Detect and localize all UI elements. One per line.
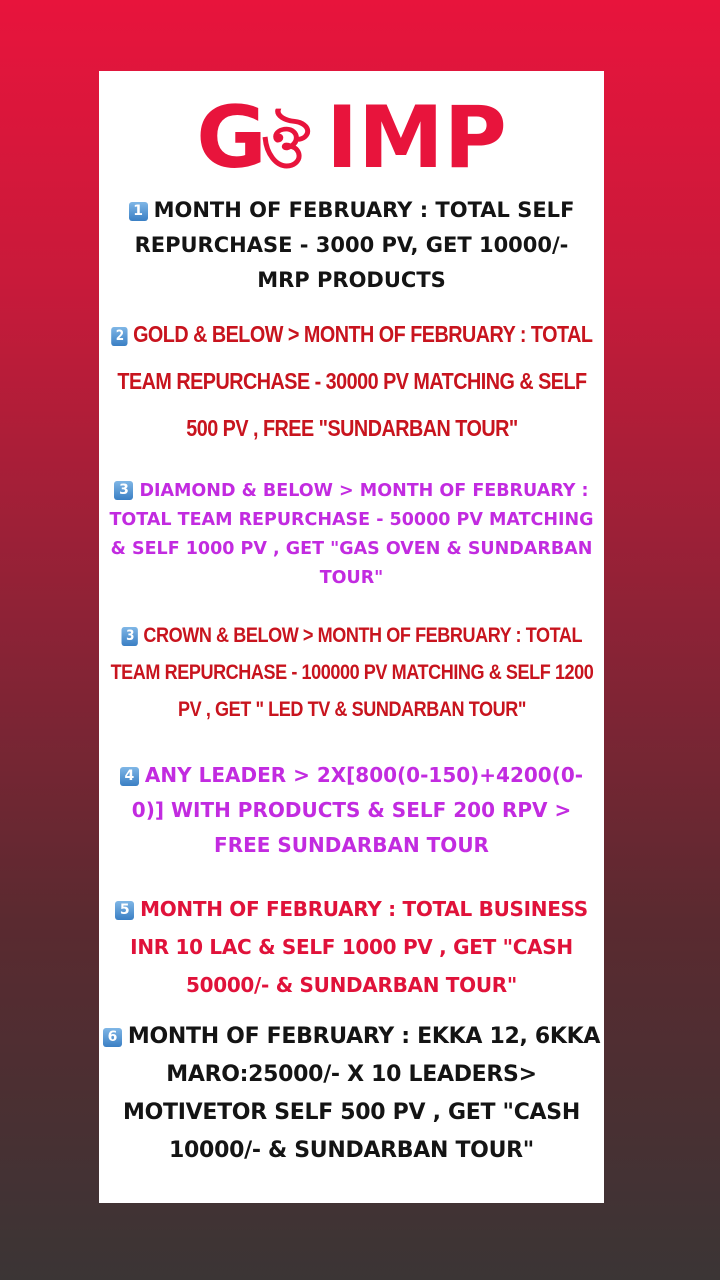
offer-card xyxy=(99,71,604,1203)
offer-item-5 xyxy=(99,758,604,863)
offer-text-7: MONTH OF FEBRUARY : EKKA 12, 6KKA MARO:25000/- X 10 LEADERS> MOTIVETOR SELF 500 PV , GET "CASH 10000/- & SUNDARBAN TOUR" xyxy=(123,1024,601,1163)
number-badge-1: 1 xyxy=(129,202,148,221)
offer-text-3: DIAMOND & BELOW > MONTH OF FEBRUARY : TOTAL TEAM REPURCHASE - 50000 PV MATCHING & SELF 1000 PV , GET "GAS OVEN & SUNDARBAN TOUR" xyxy=(109,481,594,588)
logo-imp: IMP xyxy=(326,88,507,188)
offer-text-2: GOLD & BELOW > MONTH OF FEBRUARY : TOTAL TEAM REPURCHASE - 30000 PV MATCHING & SELF 500 PV , FREE "SUNDARBAN TOUR" xyxy=(117,321,593,441)
number-badge-2: 2 xyxy=(112,327,128,346)
number-badge-6: 5 xyxy=(115,901,134,920)
number-badge-5: 4 xyxy=(120,767,139,786)
offer-text-4: CROWN & BELOW > MONTH OF FEBRUARY : TOTAL TEAM REPURCHASE - 100000 PV MATCHING & SELF 1200 PV , GET " LED TV & SUNDARBAN TOUR" xyxy=(110,624,594,721)
number-badge-4: 3 xyxy=(122,627,138,646)
logo-letter-g: G xyxy=(196,88,265,188)
offer-item-4 xyxy=(103,617,602,728)
offer-item-1 xyxy=(99,193,604,298)
offer-text-5: ANY LEADER > 2X[800(0-150)+4200(0-0)] WITH PRODUCTS & SELF 200 RPV > FREE SUNDARBAN TOUR xyxy=(131,763,584,857)
logo-title xyxy=(99,88,604,188)
number-badge-7: 6 xyxy=(103,1028,122,1047)
offer-text-6: MONTH OF FEBRUARY : TOTAL BUSINESS INR 10 LAC & SELF 1000 PV , GET "CASH 50000/- & SUNDARBAN TOUR" xyxy=(130,897,588,997)
offer-item-7 xyxy=(99,1018,604,1170)
offer-item-3 xyxy=(99,477,604,593)
offer-item-2 xyxy=(103,311,602,452)
offer-item-6 xyxy=(99,890,604,1004)
number-badge-3: 3 xyxy=(114,481,133,500)
offer-text-1: MONTH OF FEBRUARY : TOTAL SELF REPURCHASE - 3000 PV, GET 10000/- MRP PRODUCTS xyxy=(134,198,575,292)
logo-glyph: ঔ xyxy=(260,112,311,182)
